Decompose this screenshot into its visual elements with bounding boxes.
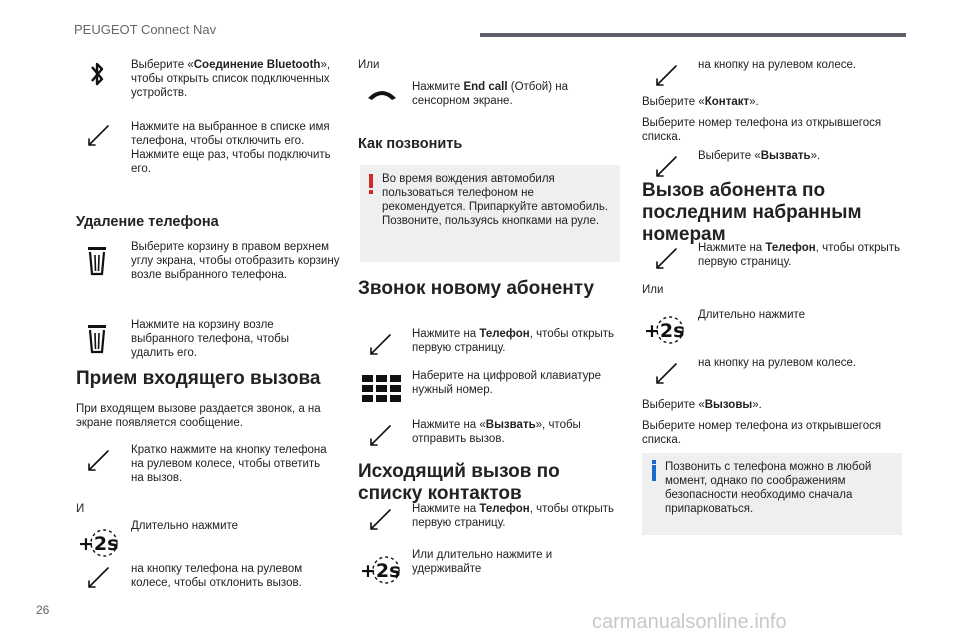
contact-label: Контакт (704, 96, 750, 108)
wheel-button-text: на кнопку на рулевом колесе. (698, 357, 857, 369)
info-text: Позвонить с телефона можно в любой момент, однако по соображениям безопасности необходимо сначала припарковаться. (665, 461, 872, 515)
touch-press-icon (86, 564, 112, 590)
long-press-text: Длительно нажмите (698, 309, 806, 321)
touch-press-icon (86, 447, 112, 473)
incoming-title: Прием входящего вызова (76, 368, 321, 389)
choose-number-text: Выберите номер телефона из открывшегося списка. (642, 117, 882, 143)
page-number: 26 (36, 603, 50, 617)
redial-title: Вызов абонента по последним набранным номерам (642, 180, 862, 245)
bluetooth-icon (88, 60, 106, 88)
and-text: И (76, 503, 85, 515)
wheel-button-text: на кнопку на рулевом колесе. (698, 59, 857, 71)
hold-text: Или длительно нажмите и удерживайте (412, 549, 553, 575)
svg-text:+2s: +2s (360, 560, 401, 582)
bluetooth-label: Соединение Bluetooth (193, 59, 321, 71)
or-text: Или (358, 59, 380, 71)
svg-text:+2s: +2s (78, 533, 119, 555)
info-box (642, 453, 902, 535)
touch-press-icon (368, 422, 394, 448)
trash-select-text: Выберите корзину в правом верхнем углу экрана, чтобы отобразить корзину возле выбранного телефона. (131, 241, 340, 281)
newcall-title: Звонок новому абоненту (358, 278, 595, 299)
phone-label: Телефон (765, 242, 816, 254)
header-title: PEUGEOT Connect Nav (74, 22, 217, 37)
choose-number-text: Выберите номер телефона из открывшегося списка. (642, 420, 882, 446)
or-text: Или (642, 284, 664, 296)
touch-press-icon (86, 122, 112, 148)
call-label: Вызвать (485, 419, 536, 431)
warning-text: Во время вождения автомобиля пользоваться телефоном не рекомендуется. Припаркуйте автомобиль. Позвоните, пользуясь кнопками на руле. (382, 173, 609, 227)
trash-icon (86, 244, 108, 276)
keypad-icon (362, 375, 402, 403)
touch-press-icon (654, 360, 680, 386)
keypad-text: Наберите на цифровой клавиатуре нужный номер. (412, 370, 602, 396)
incoming-text: При входящем вызове раздается звонок, а на экране появляется сообщение. (76, 403, 321, 429)
watermark: carmanualsonline.info (592, 611, 787, 633)
tap-select-text: Нажмите на выбранное в списке имя телефона, чтобы отключить его. Нажмите еще раз, чтобы подключить его. (131, 121, 331, 175)
end-call-label: End call (463, 81, 508, 93)
two-seconds-icon (76, 527, 120, 557)
phone-label: Телефон (479, 328, 530, 340)
svg-text:+2s: +2s (644, 320, 685, 342)
info-icon (652, 465, 656, 481)
warning-icon (369, 174, 373, 188)
warning-box (360, 165, 620, 262)
long-press-text: Длительно нажмите (131, 520, 239, 532)
short-press-text: Кратко нажмите на кнопку телефона на рулевом колесе, чтобы ответить на вызов. (131, 444, 327, 484)
end-call-icon (366, 86, 398, 102)
contacts-title: Исходящий вызов по списку контактов (358, 461, 560, 504)
touch-press-icon (654, 62, 680, 88)
howto-title: Как позвонить (358, 136, 463, 152)
touch-press-icon (368, 331, 394, 357)
delete-title: Удаление телефона (76, 214, 219, 230)
two-seconds-icon (642, 314, 686, 344)
touch-press-icon (654, 245, 680, 271)
reject-text: на кнопку телефона на рулевом колесе, чтобы отклонить вызов. (131, 563, 303, 589)
trash-tap-text: Нажмите на корзину возле выбранного телефона, чтобы удалить его. (131, 319, 290, 359)
touch-press-icon (654, 153, 680, 179)
two-seconds-icon (358, 554, 402, 584)
header-rule (480, 33, 906, 37)
phone-label: Телефон (479, 503, 530, 515)
touch-press-icon (368, 506, 394, 532)
call-label: Вызвать (760, 150, 811, 162)
calls-label: Вызовы (704, 399, 753, 411)
trash-icon (86, 322, 108, 354)
